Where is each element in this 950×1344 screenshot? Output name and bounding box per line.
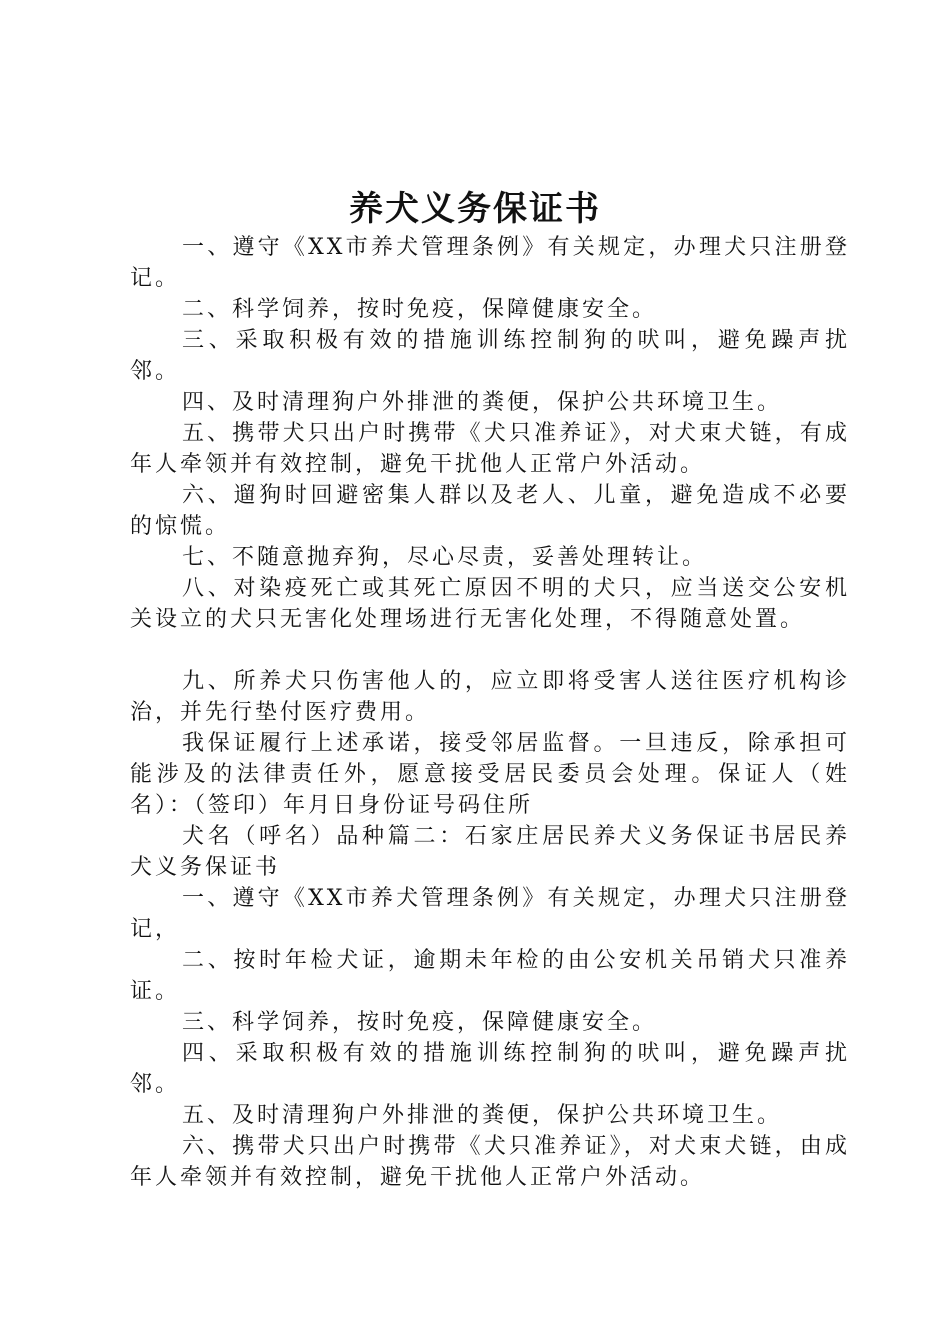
paragraph-16: 五、及时清理狗户外排泄的粪便，保护公共环境卫生。 <box>182 1103 783 1128</box>
paragraph-11: 犬名（呼名）品种篇二：石家庄居民养犬义务保证书居民养犬义务保证书 <box>130 824 850 880</box>
paragraph-9: 九、所养犬只伤害他人的，应立即将受害人送往医疗机构诊治，并先行垫付医疗费用。 <box>130 669 850 725</box>
paragraph-6: 六、遛狗时回避密集人群以及老人、儿童，避免造成不必要的惊慌。 <box>130 483 850 539</box>
paragraph-13: 二、按时年检犬证，逾期未年检的由公安机关吊销犬只准养证。 <box>130 948 850 1004</box>
paragraph-15: 四、采取积极有效的措施训练控制狗的吠叫，避免躁声扰邻。 <box>130 1041 850 1097</box>
pledge-statement: 我保证履行上述承诺，接受邻居监督。一旦违反，除承担可能涉及的法律责任外，愿意接受居民委员会处理。保证人（姓名）：（签印）年月日身份证号码住所 <box>130 731 850 818</box>
paragraph-14: 三、科学饲养，按时免疫，保障健康安全。 <box>182 1010 658 1035</box>
paragraph-3: 三、采取积极有效的措施训练控制狗的吠叫，避免躁声扰邻。 <box>130 328 850 384</box>
paragraph-8: 八、对染疫死亡或其死亡原因不明的犬只，应当送交公安机关设立的犬只无害化处理场进行无害化处理，不得随意处置。 <box>130 576 850 632</box>
paragraph-17: 六、携带犬只出户时携带《犬只准养证》，对犬束犬链，由成年人牵领并有效控制，避免干扰他人正常户外活动。 <box>130 1134 850 1190</box>
paragraph-1: 一、遵守《XX市养犬管理条例》有关规定，办理犬只注册登记。 <box>130 235 850 291</box>
paragraph-7: 七、不随意抛弃狗，尽心尽责，妥善处理转让。 <box>182 545 708 570</box>
paragraph-4: 四、及时清理狗户外排泄的粪便，保护公共环境卫生。 <box>182 390 783 415</box>
paragraph-2: 二、科学饲养，按时免疫，保障健康安全。 <box>182 297 658 322</box>
document-title: 养犬义务保证书 <box>349 189 601 229</box>
paragraph-5: 五、携带犬只出户时携带《犬只准养证》，对犬束犬链，有成年人牵领并有效控制，避免干扰他人正常户外活动。 <box>130 421 850 477</box>
paragraph-12: 一、遵守《XX市养犬管理条例》有关规定，办理犬只注册登记， <box>130 886 850 942</box>
document-body <box>130 232 850 1193</box>
